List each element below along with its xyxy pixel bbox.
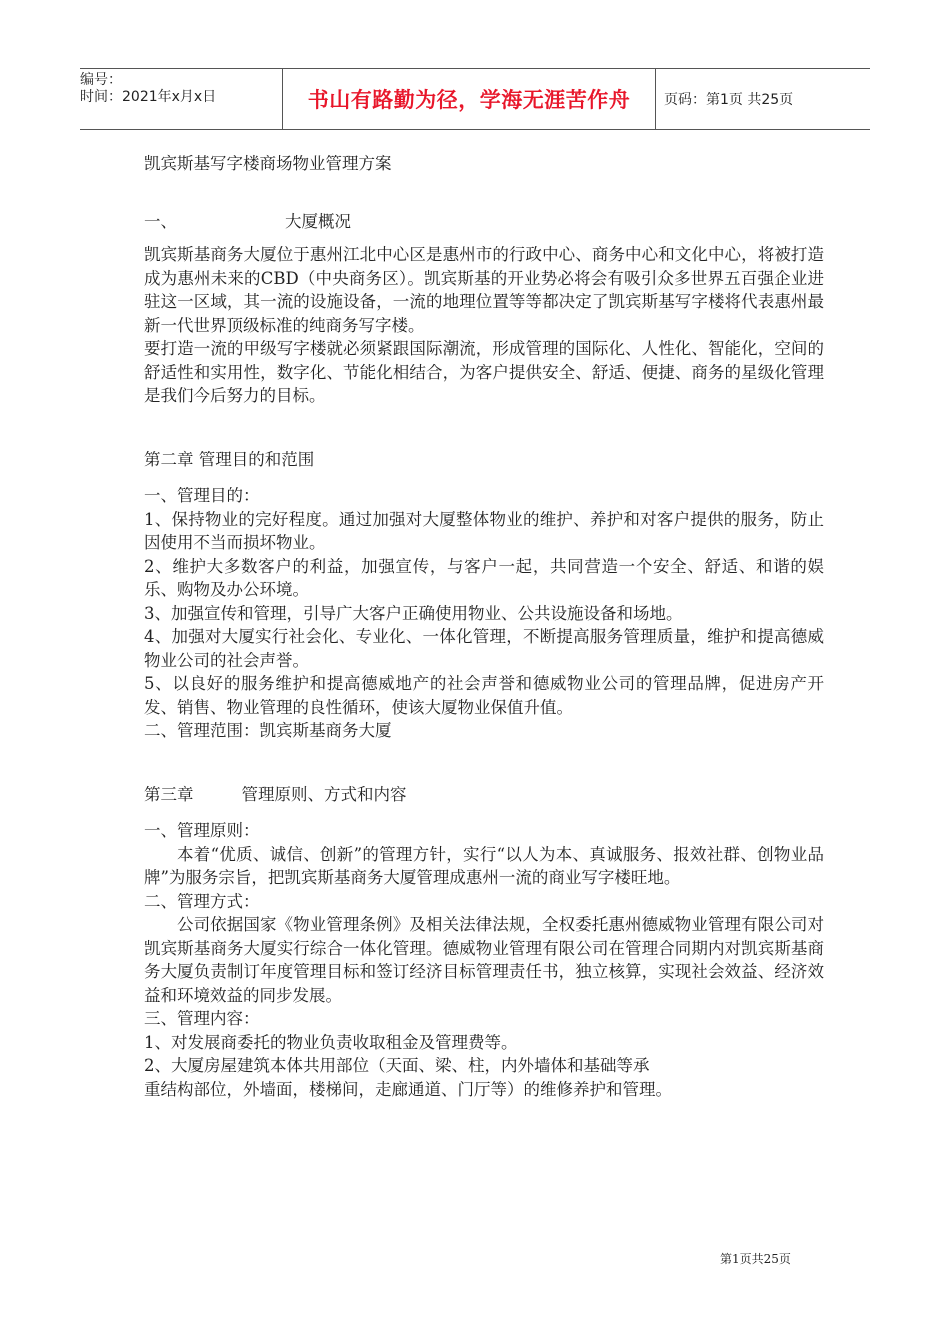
- chapter-3-item-1: 1、对发展商委托的物业负责收取租金及管理费等。: [144, 1032, 518, 1052]
- chapter-2-item-3: 3、加强宣传和管理，引导广大客户正确使用物业、公共设施设备和场地。: [144, 603, 683, 623]
- doc-time-label: 时间：2021年x月x日: [80, 89, 217, 105]
- section-1-paragraph-2: 要打造一流的甲级写字楼就必须紧跟国际潮流，形成管理的国际化、人性化、智能化，空间的舒适性和实用性，数字化、节能化相结合，为客户提供安全、舒适、便捷、商务的星级化管理是我们今后努力的目标。: [144, 339, 824, 405]
- chapter-3-heading: [144, 783, 824, 807]
- chapter-2-subheading-scope: 二、管理范围：凯宾斯基商务大厦: [144, 721, 392, 740]
- chapter-3-item-2-line-1: 2、大厦房屋建筑本体共用部位（天面、梁、柱，内外墙体和基础等承: [144, 1056, 650, 1075]
- chapter-2-item-1: 1、保持物业的完好程度。通过加强对大厦整体物业的维护、养护和对客户提供的服务，防止因使用不当而损坏物业。: [144, 509, 824, 552]
- chapter-3-paragraph-principle: 本着“优质、诚信、创新”的管理方针，实行“以人为本、真诚服务、报效社群、创物业品牌”为服务宗旨，把凯宾斯基商务大厦管理成惠州一流的商业写字楼旺地。: [144, 844, 824, 887]
- chapter-2-heading: 第二章 管理目的和范围: [144, 449, 315, 469]
- chapter-3-subheading-method: 二、管理方式：: [144, 891, 260, 911]
- section-1-paragraph-1: 凯宾斯基商务大厦位于惠州江北中心区是惠州市的行政中心、商务中心和文化中心，将被打造成为惠州未来的CBD（中央商务区）。凯宾斯基的开业势必将会有吸引众多世界五百强企业进驻这一区域，其一流的设施设备，一流的地理位置等等都决定了凯宾斯基写字楼将代表惠州最新一代世界顶级标准的纯商务写字楼。: [144, 245, 824, 335]
- chapter-2-subheading-purpose: 一、管理目的：: [144, 486, 260, 505]
- document-body: [144, 152, 824, 1101]
- document-header: [80, 68, 870, 130]
- chapter-2-item-2: 2、维护大多数客户的利益，加强宣传，与客户一起，共同营造一个安全、舒适、和谐的娱乐、购物及办公环境。: [144, 556, 824, 599]
- chapter-3-subheading-content: 三、管理内容：: [144, 1009, 260, 1028]
- chapter-3-number: 第三章: [144, 784, 194, 804]
- chapter-3-title: 管理原则、方式和内容: [241, 784, 407, 804]
- section-1-title: 大厦概况: [285, 211, 351, 231]
- header-meta: [80, 69, 282, 129]
- chapter-3-item-2-line-2: 重结构部位，外墙面，楼梯间，走廊通道、门厅等）的维修养护和管理。: [144, 1079, 672, 1099]
- header-motto-cell: [282, 69, 656, 129]
- chapter-3-paragraph-method: 公司依据国家《物业管理条例》及相关法律法规，全权委托惠州德威物业管理有限公司对凯宾斯基商务大厦实行综合一体化管理。德威物业管理有限公司在管理合同期内对凯宾斯基商务大厦负责制订年度管理目标和签订经济目标管理责任书，独立核算，实现社会效益、经济效益和环境效益的同步发展。: [144, 915, 824, 1005]
- page-footer: 第1页共25页: [720, 1252, 791, 1266]
- header-motto: 书山有路勤为径，学海无涯苦作舟: [307, 88, 631, 112]
- chapter-3-subheading-principle: 一、管理原则：: [144, 821, 260, 840]
- header-page-info-cell: [664, 69, 870, 129]
- chapter-2-item-4: 4、加强对大厦实行社会化、专业化、一体化管理，不断提高服务管理质量，维护和提高德威物业公司的社会声誉。: [144, 627, 824, 670]
- chapter-2-item-5: 5、以良好的服务维护和提高德威地产的社会声誉和德威物业公司的管理品牌，促进房产开发、销售、物业管理的良性循环，使该大厦物业保值升值。: [144, 674, 824, 717]
- header-page-info: 页码：第1页 共25页: [664, 92, 794, 108]
- doc-number-label: 编号：: [80, 72, 122, 88]
- section-1-heading: [144, 210, 824, 234]
- document-title: 凯宾斯基写字楼商场物业管理方案: [144, 154, 392, 173]
- section-1-number: 一、: [144, 211, 177, 231]
